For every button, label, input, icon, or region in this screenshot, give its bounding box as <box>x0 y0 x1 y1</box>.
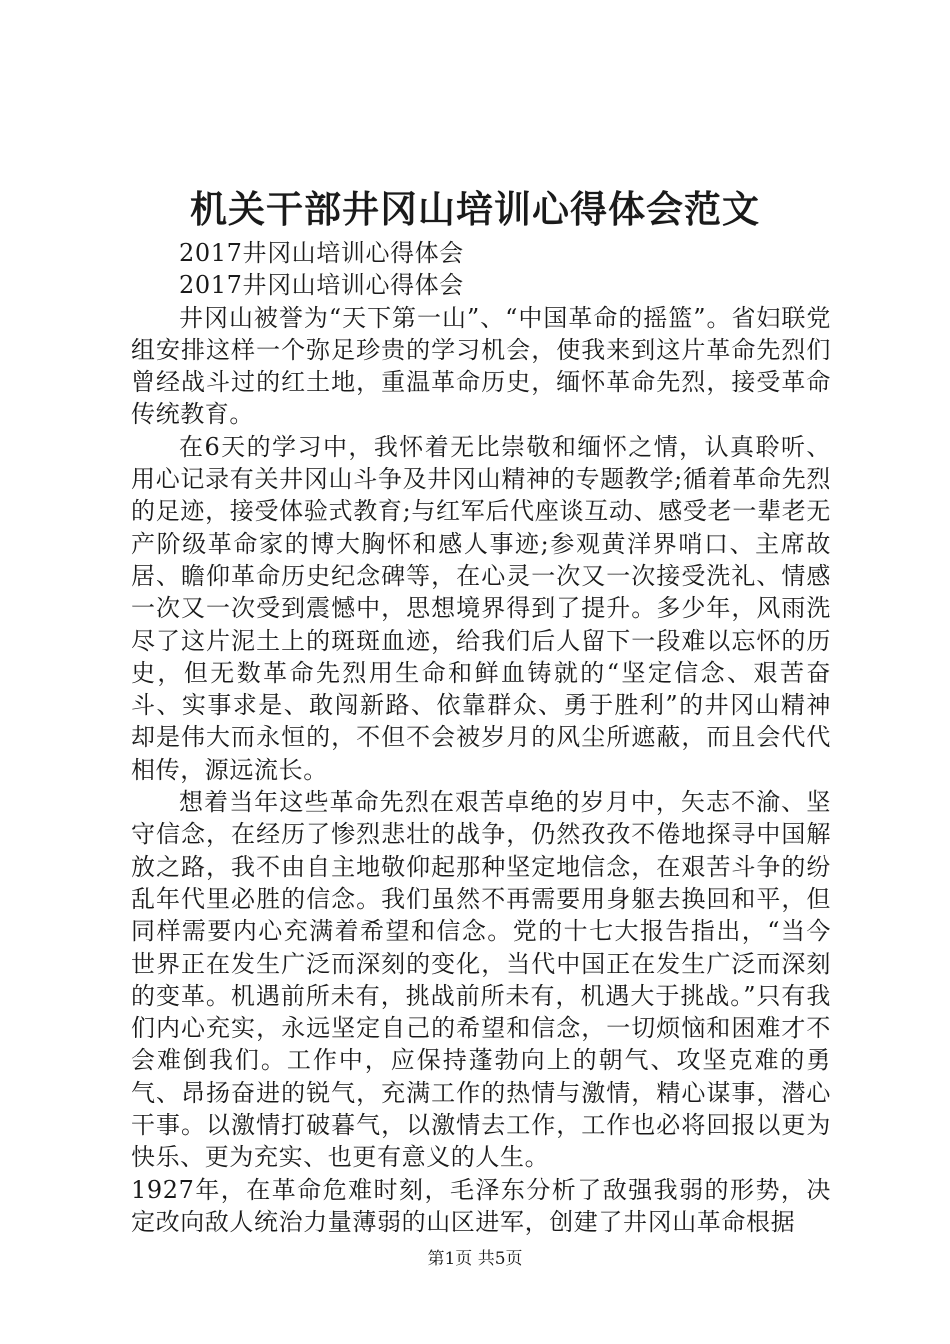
body-paragraph: 在6天的学习中，我怀着无比崇敬和缅怀之情，认真聆听、用心记录有关井冈山斗争及井冈山精神的专题教学;循着革命先烈的足迹，接受体验式教育;与红军后代座谈互动、感受老一辈老无产阶级革命家的博大胸怀和感人事迹;参观黄洋界哨口、主席故居、瞻仰革命历史纪念碑等，在心灵一次又一次接受洗礼、情感一次又一次受到震憾中，思想境界得到了提升。多少年，风雨洗尽了这片泥土上的斑斑血迹，给我们后人留下一段难以忘怀的历史，但无数革命先烈用生命和鲜血铸就的“坚定信念、艰苦奋斗、实事求是、敢闯新路、依靠群众、勇于胜利”的井冈山精神却是伟大而永恒的，不但不会被岁月的风尘所遮蔽，而且会代代相传，源远流长。 <box>131 432 831 784</box>
document-body <box>131 237 831 1238</box>
page-number: 第1页 共5页 <box>427 1249 523 1269</box>
body-paragraph: 井冈山被誉为“天下第一山”、“中国革命的摇篮”。省妇联党组安排这样一个弥足珍贵的学习机会，使我来到这片革命先烈们曾经战斗过的红土地，重温革命历史，缅怀革命先烈，接受革命传统教育。 <box>131 303 831 429</box>
subtitle-line: 2017井冈山培训心得体会 <box>179 239 464 267</box>
body-paragraph: 1927年，在革命危难时刻，毛泽东分析了敌强我弱的形势，决定改向敌人统治力量薄弱的山区进军，创建了井冈山革命根据 <box>131 1175 831 1236</box>
body-paragraph: 想着当年这些革命先烈在艰苦卓绝的岁月中，矢志不渝、坚守信念，在经历了惨烈悲壮的战争，仍然孜孜不倦地探寻中国解放之路，我不由自主地敬仰起那种坚定地信念，在艰苦斗争的纷乱年代里必胜的信念。我们虽然不再需要用身躯去换回和平，但同样需要内心充满着希望和信念。党的十七大报告指出，“当今世界正在发生广泛而深刻的变化，当代中国正在发生广泛而深刻的变革。机遇前所未有，挑战前所未有，机遇大于挑战。”只有我们内心充实，永远坚定自己的希望和信念，一切烦恼和困难才不会难倒我们。工作中，应保持蓬勃向上的朝气、攻坚克难的勇气、昂扬奋进的锐气，充满工作的热情与激情，精心谋事，潜心干事。以激情打破暮气，以激情去工作，工作也必将回报以更为快乐、更为充实、也更有意义的人生。 <box>131 788 831 1172</box>
subtitle-line: 2017井冈山培训心得体会 <box>179 271 464 300</box>
document-title: 机关干部井冈山培训心得体会范文 <box>190 187 760 231</box>
